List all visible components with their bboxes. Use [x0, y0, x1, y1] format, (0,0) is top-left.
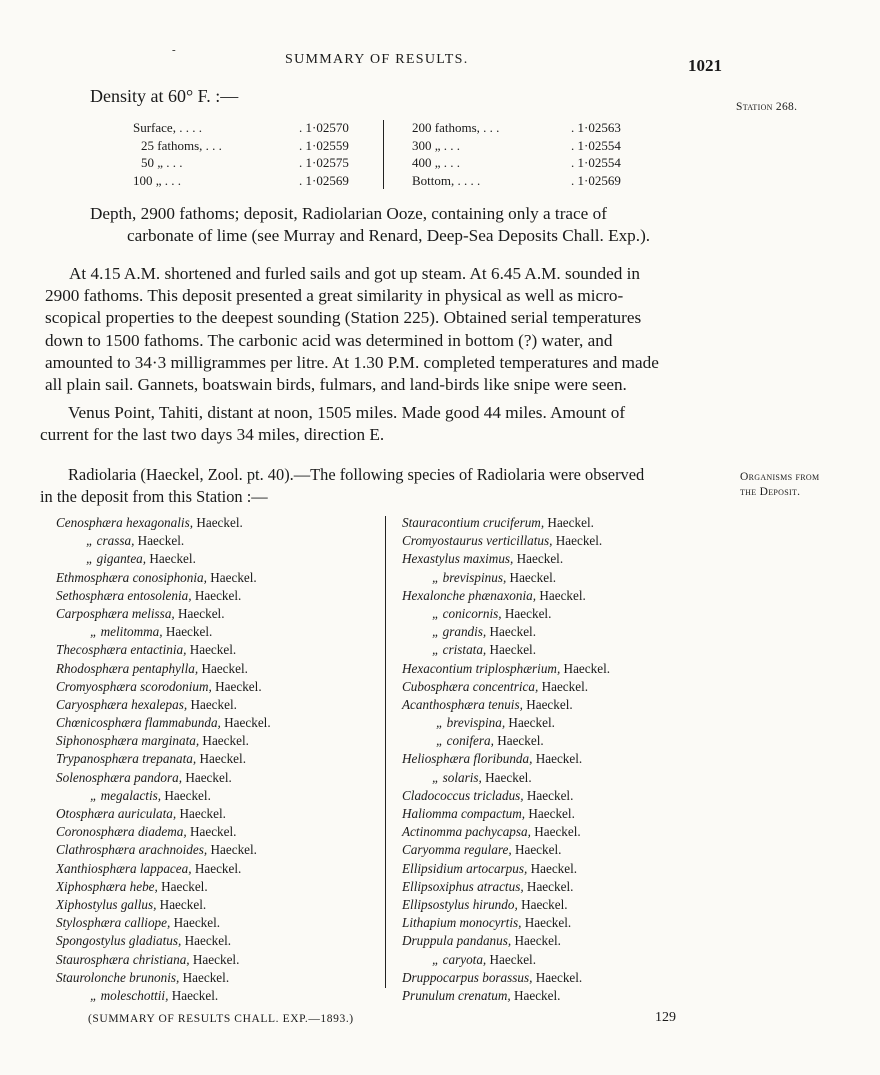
density-value: . 1·02563: [571, 120, 621, 135]
species-author: Haeckel.: [207, 842, 257, 858]
species-item: [402, 660, 610, 678]
species-author: Haeckel.: [522, 696, 573, 712]
species-name: Heliosphæra floribunda,: [402, 751, 533, 767]
species-name: Spongostylus gladiatus,: [56, 933, 182, 949]
species-name: Otosphæra auriculata,: [56, 806, 177, 821]
species-author: Haeckel.: [182, 769, 232, 785]
species-name: „ grandis,: [432, 624, 487, 640]
species-author: Haeckel.: [170, 915, 221, 931]
species-item: [402, 932, 610, 950]
species-item: [56, 605, 271, 623]
density-row: [412, 172, 642, 190]
species-author: Haeckel.: [511, 842, 562, 858]
species-name: Cladococcus tricladus,: [402, 787, 524, 803]
species-author: Haeckel.: [193, 515, 243, 530]
text-line: carbonate of lime (see Murray and Renard, Deep-Sea Deposits Chall. Exp.).: [127, 226, 651, 246]
species-name: „ crassa,: [86, 533, 135, 549]
species-item: [402, 623, 610, 641]
species-author: Haeckel.: [501, 605, 552, 621]
species-item: [56, 641, 271, 659]
species-name: „ cristata,: [432, 642, 487, 658]
species-column-divider: [385, 516, 386, 988]
species-name: Trypanosphæra trepanata,: [56, 751, 197, 767]
organisms-margin-note: [740, 470, 819, 500]
species-item: [402, 587, 610, 605]
species-name: Siphonosphæra marginata,: [56, 733, 200, 749]
species-author: Haeckel.: [525, 806, 575, 821]
species-item: [402, 896, 610, 914]
text-line: current for the last two days 34 miles, direction E.: [40, 425, 385, 445]
species-item: [402, 987, 610, 1005]
depth-paragraph: [90, 203, 726, 247]
species-author: Haeckel.: [187, 696, 237, 712]
density-table-left: [133, 119, 381, 189]
signature-number: 129: [655, 1010, 676, 1025]
species-item: [56, 969, 271, 987]
species-name: Hexalonche phænaxonia,: [402, 587, 537, 603]
density-value: . 1·02570: [299, 120, 349, 135]
density-row: [133, 172, 381, 190]
species-author: Haeckel.: [174, 605, 225, 621]
species-author: Haeckel.: [168, 987, 219, 1003]
venus-paragraph: [40, 402, 726, 446]
density-row: [412, 119, 642, 137]
species-item: [402, 823, 610, 841]
species-item: [402, 787, 610, 805]
species-item: [402, 678, 610, 696]
species-name: „ solaris,: [432, 769, 482, 785]
species-author: Haeckel.: [161, 787, 211, 803]
species-item: [56, 878, 271, 896]
species-item: [56, 514, 271, 532]
density-row: [412, 137, 642, 155]
species-name: Carposphæra melissa,: [56, 605, 175, 621]
species-name: „ moleschottii,: [90, 987, 169, 1003]
species-item: [56, 550, 271, 568]
species-item: [402, 878, 610, 896]
species-item: [402, 696, 610, 714]
text-line: amounted to 34·3 milligrammes per litre. At 1.30 P.M. completed temperatures and made: [45, 352, 659, 372]
species-item: [402, 514, 610, 532]
running-header: SUMMARY OF RESULTS.: [285, 52, 469, 67]
species-author: Haeckel.: [506, 569, 557, 585]
station-margin-note: Station 268.: [736, 101, 798, 113]
species-author: Haeckel.: [181, 933, 232, 949]
species-author: Haeckel.: [486, 624, 537, 640]
species-author: Haeckel.: [532, 969, 583, 985]
species-name: Ellipsidium artocarpus,: [402, 860, 528, 876]
species-name: „ melitomma,: [90, 624, 163, 640]
species-author: Haeckel.: [206, 569, 257, 585]
footer-citation: (SUMMARY OF RESULTS CHALL. EXP.—1893.): [88, 1013, 354, 1025]
species-item: [56, 860, 271, 878]
species-item: [402, 532, 610, 550]
density-label: Bottom, . . . .: [412, 172, 481, 188]
species-author: Haeckel.: [189, 951, 240, 967]
species-item: [56, 732, 271, 750]
species-name: Cromyosphæra scorodonium,: [56, 678, 212, 694]
species-name: „ megalactis,: [90, 787, 162, 803]
species-name: Cromyostaurus verticillatus,: [402, 533, 553, 549]
species-author: Haeckel.: [179, 969, 230, 985]
margin-mark: -: [172, 44, 176, 56]
species-author: Haeckel.: [536, 587, 586, 603]
density-value: . 1·02569: [299, 172, 349, 188]
species-author: Haeckel.: [486, 951, 537, 967]
species-author: Haeckel.: [527, 860, 578, 876]
species-author: Haeckel.: [486, 642, 537, 658]
organisms-note-line-2: the Deposit.: [740, 486, 801, 498]
density-label: Surface, . . . .: [133, 120, 202, 135]
species-name: Rhodosphæra pentaphylla,: [56, 660, 199, 676]
species-item: [56, 714, 271, 732]
species-author: Haeckel.: [186, 642, 237, 658]
species-author: Haeckel.: [513, 551, 564, 567]
species-name: Stylosphæra calliope,: [56, 915, 171, 931]
text-line: At 4.15 A.M. shortened and furled sails and got up steam. At 6.45 A.M. sounded in: [69, 264, 640, 283]
narrative-paragraph: [45, 263, 727, 396]
species-author: Haeckel.: [134, 533, 185, 549]
species-item: [402, 769, 610, 787]
species-item: [402, 569, 610, 587]
species-item: [402, 805, 610, 823]
species-item: [56, 896, 271, 914]
density-row: [133, 119, 381, 137]
species-author: Haeckel.: [199, 733, 249, 749]
species-name: Cenosphæra hexagonalis,: [56, 515, 194, 530]
density-label: 25 fathoms, . . .: [141, 137, 222, 153]
species-author: Haeckel.: [552, 533, 603, 549]
species-author: Haeckel.: [157, 878, 208, 894]
species-author: Haeckel.: [511, 933, 561, 949]
species-name: „ conifera,: [436, 733, 494, 749]
species-name: Stauracontium cruciferum,: [402, 515, 545, 530]
density-divider: [383, 120, 384, 189]
species-name: Coronosphæra diadema,: [56, 824, 187, 840]
species-author: Haeckel.: [523, 787, 574, 803]
species-item: [402, 750, 610, 768]
species-name: Xanthiosphæra lappacea,: [56, 860, 192, 876]
species-name: Caryosphæra hexalepas,: [56, 696, 188, 712]
species-author: Haeckel.: [186, 824, 237, 840]
text-line: Depth, 2900 fathoms; deposit, Radiolarian Ooze, containing only a trace of: [90, 204, 607, 223]
species-item: [402, 714, 610, 732]
species-name: Chœnicosphæra flammabunda,: [56, 715, 221, 731]
density-value: . 1·02569: [571, 172, 621, 188]
species-name: Hexacontium triplosphærium,: [402, 660, 561, 676]
species-name: „ conicornis,: [432, 605, 502, 621]
species-name: Lithapium monocyrtis,: [402, 915, 522, 931]
species-name: Haliomma compactum,: [402, 806, 526, 821]
species-item: [56, 569, 271, 587]
text-line: Venus Point, Tahiti, distant at noon, 1505 miles. Made good 44 miles. Amount of: [68, 403, 626, 422]
species-item: [56, 932, 271, 950]
species-name: Prunulum crenatum,: [402, 987, 511, 1003]
organisms-note-line-1: Organisms from: [740, 471, 820, 483]
species-author: Haeckel.: [510, 987, 561, 1003]
species-item: [56, 951, 271, 969]
species-name: Xiphosphæra hebe,: [56, 878, 158, 894]
species-author: Haeckel.: [162, 624, 213, 640]
species-name: Druppocarpus borassus,: [402, 969, 533, 985]
species-name: Staurolonche brunonis,: [56, 969, 180, 985]
species-name: Actinomma pachycapsa,: [402, 824, 531, 840]
species-item: [402, 914, 610, 932]
density-row: [412, 154, 642, 172]
species-item: [56, 987, 271, 1005]
species-author: Haeckel.: [191, 587, 242, 603]
density-row: [133, 137, 381, 155]
species-item: [402, 841, 610, 859]
text-line: in the deposit from this Station :—: [40, 487, 268, 507]
species-list-right: [402, 514, 610, 1005]
species-author: Haeckel.: [220, 715, 271, 731]
species-name: „ brevispina,: [436, 715, 506, 731]
species-author: Haeckel.: [505, 715, 555, 731]
species-author: Haeckel.: [198, 660, 248, 676]
text-line: all plain sail. Gannets, boatswain birds, fulmars, and land-birds like snipe were seen.: [45, 375, 627, 395]
species-item: [402, 605, 610, 623]
text-line: down to 1500 fathoms. The carbonic acid was determined in bottom (?) water, and: [45, 330, 613, 350]
species-item: [56, 532, 271, 550]
species-item: [56, 623, 271, 641]
species-author: Haeckel.: [530, 824, 581, 840]
species-name: Clathrosphæra arachnoides,: [56, 842, 208, 858]
species-item: [56, 678, 271, 696]
species-name: „ caryota,: [432, 951, 487, 967]
density-label: 400 „ . . .: [412, 155, 461, 170]
species-author: Haeckel.: [517, 896, 568, 912]
text-line: Radiolaria (Haeckel, Zool. pt. 40).—The following species of Radiolaria were observed: [68, 465, 645, 484]
species-item: [56, 587, 271, 605]
species-author: Haeckel.: [532, 751, 583, 767]
density-table-right: [412, 119, 642, 189]
species-item: [56, 841, 271, 859]
species-item: [56, 769, 271, 787]
species-list-left: [56, 514, 271, 1005]
species-name: Caryomma regulare,: [402, 842, 512, 858]
species-name: Druppula pandanus,: [402, 933, 512, 949]
species-author: Haeckel.: [544, 515, 594, 530]
species-item: [56, 823, 271, 841]
species-author: Haeckel.: [196, 751, 246, 767]
species-author: Haeckel.: [156, 896, 207, 912]
density-label: 300 „ . . .: [412, 137, 461, 153]
species-item: [56, 696, 271, 714]
species-item: [402, 969, 610, 987]
species-name: Ellipsoxiphus atractus,: [402, 878, 524, 894]
density-value: . 1·02554: [571, 155, 621, 170]
species-name: Thecosphæra entactinia,: [56, 642, 187, 658]
species-name: Acanthosphæra tenuis,: [402, 696, 523, 712]
species-name: Staurosphæra christiana,: [56, 951, 190, 967]
species-name: Hexastylus maximus,: [402, 551, 514, 567]
species-author: Haeckel.: [523, 878, 574, 894]
species-author: Haeckel.: [481, 769, 532, 785]
species-item: [56, 914, 271, 932]
species-item: [402, 641, 610, 659]
species-author: Haeckel.: [560, 660, 611, 676]
density-value: . 1·02575: [299, 155, 349, 170]
density-label: 200 fathoms, . . .: [412, 120, 500, 135]
density-value: . 1·02559: [299, 137, 349, 153]
species-item: [402, 732, 610, 750]
page-number: 1021: [688, 56, 722, 75]
species-author: Haeckel.: [211, 678, 262, 694]
species-name: Ellipsostylus hirundo,: [402, 896, 518, 912]
density-value: . 1·02554: [571, 137, 621, 153]
species-item: [56, 660, 271, 678]
species-name: Sethosphæra entosolenia,: [56, 587, 192, 603]
density-label: 100 „ . . .: [133, 172, 182, 188]
species-author: Haeckel.: [521, 915, 572, 931]
radiolaria-paragraph: [40, 464, 726, 508]
species-author: Haeckel.: [191, 860, 242, 876]
species-item: [402, 951, 610, 969]
density-label: 50 „ . . .: [141, 155, 183, 170]
species-name: „ brevispinus,: [432, 569, 507, 585]
species-name: Cubosphæra concentrica,: [402, 678, 539, 694]
species-item: [56, 787, 271, 805]
species-author: Haeckel.: [538, 678, 589, 694]
text-line: scopical properties to the deepest sounding (Station 225). Obtained serial temperatures: [45, 308, 642, 328]
species-author: Haeckel.: [146, 551, 196, 567]
species-author: Haeckel.: [176, 806, 226, 821]
species-name: „ gigantea,: [86, 551, 147, 567]
species-item: [56, 750, 271, 768]
species-name: Xiphostylus gallus,: [56, 896, 157, 912]
species-name: Ethmosphæra conosiphonia,: [56, 569, 207, 585]
species-item: [402, 860, 610, 878]
text-line: 2900 fathoms. This deposit presented a great similarity in physical as well as micro-: [45, 286, 624, 306]
species-name: Solenosphæra pandora,: [56, 769, 183, 785]
species-item: [56, 805, 271, 823]
species-author: Haeckel.: [493, 733, 544, 749]
density-heading: Density at 60° F. :—: [90, 86, 239, 106]
density-row: [133, 154, 381, 172]
species-item: [402, 550, 610, 568]
